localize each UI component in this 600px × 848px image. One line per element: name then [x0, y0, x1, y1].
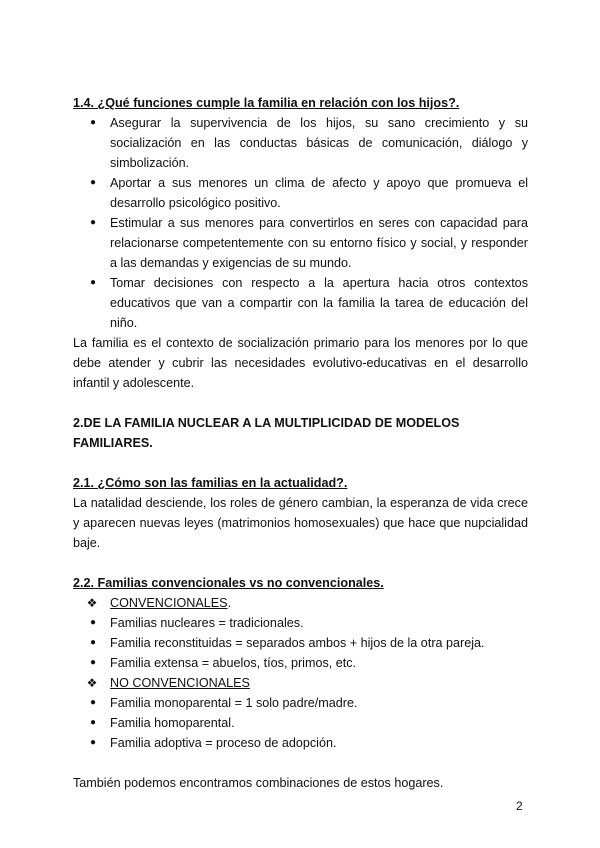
list-item [73, 273, 528, 333]
conventional-label: CONVENCIONALES [110, 596, 228, 610]
list-item [73, 213, 528, 273]
bullet-icon: ● [89, 737, 97, 748]
list-item-text: Familia extensa = abuelos, tíos, primos, etc. [110, 656, 357, 670]
diamond-bullet-icon: ❖ [86, 596, 98, 610]
bullet-icon: ● [89, 177, 97, 188]
conventional-label-suffix: . [227, 596, 232, 610]
list-item [73, 633, 528, 653]
page-number: 2 [516, 799, 523, 813]
list-item [73, 673, 528, 693]
spacer [73, 453, 528, 473]
list-item-text: Familia homoparental. [110, 716, 235, 730]
list-item [73, 613, 528, 633]
list-item [73, 593, 528, 613]
section-2-1-heading: 2.1. ¿Cómo son las familias en la actualidad?. [73, 476, 348, 490]
bullet-icon: ● [89, 217, 97, 228]
bullet-icon: ● [89, 117, 97, 128]
list-item [73, 713, 528, 733]
spacer [73, 753, 528, 773]
list-item-text: Familia adoptiva = proceso de adopción. [110, 736, 337, 750]
functions-list [73, 113, 528, 333]
non-conventional-label: NO CONVENCIONALES [110, 676, 250, 690]
list-item [73, 733, 528, 753]
diamond-bullet-icon: ❖ [86, 676, 98, 690]
section-2-2-closing: También podemos encontramos combinaciones de estos hogares. [73, 776, 444, 790]
list-item-text: Estimular a sus menores para convertirlos en seres con capacidad para relacionarse competentemente con su entorno físico y social, y responder a las demandas y exigencias de su mundo. [110, 216, 528, 270]
section-2-heading: 2.DE LA FAMILIA NUCLEAR A LA MULTIPLICIDAD DE MODELOS FAMILIARES. [73, 416, 460, 450]
bullet-icon: ● [89, 637, 97, 648]
section-1-4-heading: 1.4. ¿Qué funciones cumple la familia en relación con los hijos?. [73, 96, 460, 110]
bullet-icon: ● [89, 657, 97, 668]
list-item-text: Familia monoparental = 1 solo padre/madre. [110, 696, 358, 710]
bullet-icon: ● [89, 277, 97, 288]
list-item [73, 113, 528, 173]
list-item-text: Asegurar la supervivencia de los hijos, su sano crecimiento y su socialización en las conductas básicas de comunicación, diálogo y simbolización. [110, 116, 528, 170]
bullet-icon: ● [89, 697, 97, 708]
section-2-1-body: La natalidad desciende, los roles de género cambian, la esperanza de vida crece y aparecen nuevas leyes (matrimonios homosexuales) que hace que nupcialidad baje. [73, 496, 528, 550]
list-item [73, 653, 528, 673]
bullet-icon: ● [89, 717, 97, 728]
list-item-text: Familias nucleares = tradicionales. [110, 616, 304, 630]
list-item-text: Familia reconstituidas = separados ambos + hijos de la otra pareja. [110, 636, 485, 650]
family-types-list [73, 593, 528, 753]
section-2-2-heading: 2.2. Familias convencionales vs no convencionales. [73, 576, 384, 590]
spacer [73, 553, 528, 573]
spacer [73, 393, 528, 413]
bullet-icon: ● [89, 617, 97, 628]
section-1-4-closing: La familia es el contexto de socialización primario para los menores por lo que debe atender y cubrir las necesidades evolutivo-educativas en el desarrollo infantil y adolescente. [73, 336, 528, 390]
list-item-text: Aportar a sus menores un clima de afecto y apoyo que promueva el desarrollo psicológico positivo. [110, 176, 528, 210]
document-page [73, 93, 528, 793]
list-item-text: Tomar decisiones con respecto a la apertura hacia otros contextos educativos que van a compartir con la familia la tarea de educación del niño. [110, 276, 528, 330]
list-item [73, 173, 528, 213]
list-item [73, 693, 528, 713]
